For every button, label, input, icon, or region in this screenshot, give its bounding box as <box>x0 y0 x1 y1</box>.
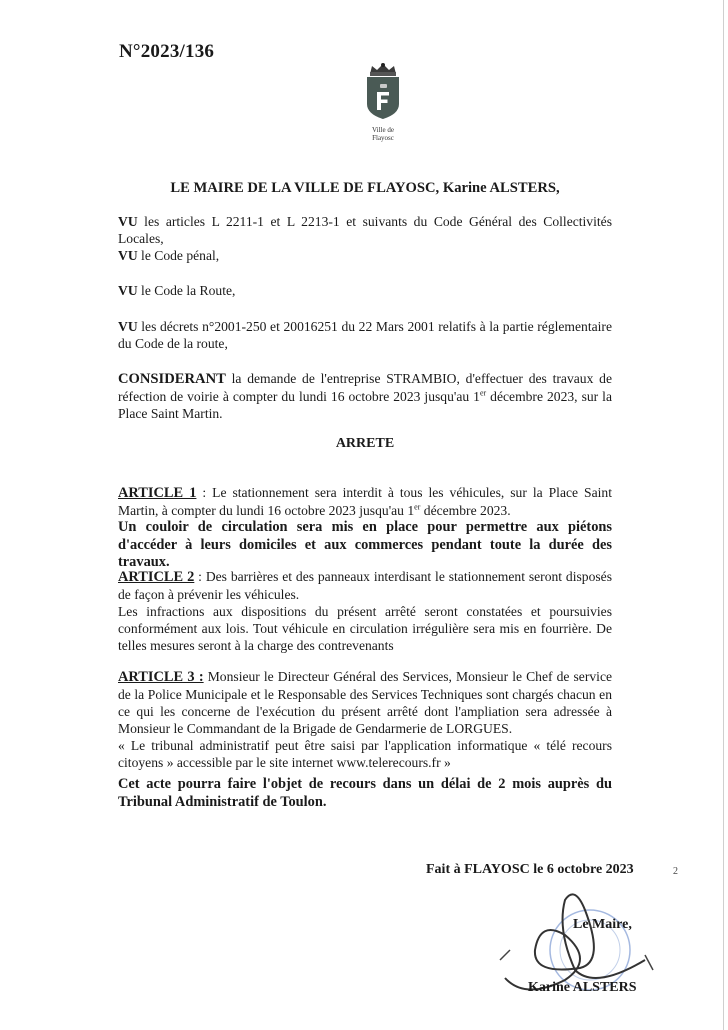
article-text: Monsieur le Directeur Général des Services, Monsieur le Chef de service de la Police Municipale et le Responsable des Services Techniques sont chargés chacun en ce qui les concerne de l'exécution du présent arrêté dont l'ampliation sera adressée à Monsieur le Commandant de la Brigade de Gendarmerie de LORGUES. <box>118 669 613 736</box>
city-logo <box>360 62 406 154</box>
flayosc-coat-of-arms-icon <box>366 76 400 120</box>
considerant <box>118 370 612 422</box>
visa-lead: VU <box>118 214 138 229</box>
logo-caption <box>360 126 406 142</box>
visa-text: le Code pénal, <box>137 248 220 263</box>
superscript: er <box>479 388 487 398</box>
article-text: Des barrières et des panneaux interdisant le stationnement seront disposés de façon à prévenir les véhicules. <box>118 569 612 602</box>
visa-text: les articles L 2211-1 et L 2213-1 et suivants du Code Général des Collectivités Locales, <box>118 214 612 246</box>
arrete-title: ARRETE <box>335 436 395 451</box>
superscript: er <box>414 502 421 512</box>
recours-notice: Cet acte pourra faire l'objet de recours dans un délai de 2 mois auprès du Tribunal Administratif de Toulon. <box>118 776 612 810</box>
article-1-bold-text: Un couloir de circulation sera mis en place pour permettre aux piétons d'accéder à leurs domiciles et aux commerces pendant toute la durée des travaux. <box>118 519 612 570</box>
handwritten-signature-icon <box>500 894 653 989</box>
article-3 <box>118 668 612 771</box>
logo-caption-line1: Ville de <box>372 126 394 134</box>
visa-1 <box>118 213 612 247</box>
mayor-heading: LE MAIRE DE LA VILLE DE FLAYOSC, Karine ALSTERS, <box>170 180 560 196</box>
considerant-text-end: décembre 2023, sur la Place Saint Martin. <box>118 389 612 421</box>
article-sep: : <box>194 569 206 584</box>
crown-icon <box>368 62 398 76</box>
considerant-lead: CONSIDERANT <box>118 371 226 387</box>
article-3-text-b: « Le tribunal administratif peut être saisi par l'application informatique « télé recours citoyens » accessible par le site internet www.telerecours.fr » <box>118 738 612 770</box>
visa-2 <box>118 247 612 264</box>
margin-mark: 2 <box>673 866 678 877</box>
article-sep: : <box>196 485 213 500</box>
signatory-name: Karine ALSTERS <box>528 980 637 995</box>
page-edge <box>723 0 724 1030</box>
article-2-text-b: Les infractions aux dispositions du présent arrêté seront constatées et poursuivies conformément aux lois. Tout véhicule en circulation irrégulière sera mis en fourrière. De telles mesures seront à la charge des contrevenants <box>118 604 612 653</box>
considerant-text: la demande de l'entreprise STRAMBIO, d'effectuer des travaux de réfection de voirie à compter du lundi 16 octobre 2023 jusqu'au 1 <box>118 371 612 404</box>
visa-lead: VU <box>118 283 138 298</box>
article-text: Le stationnement sera interdit à tous les véhicules, sur la Place Saint Martin, à compter du lundi 16 octobre 2023 jusqu'au 1 <box>118 485 612 518</box>
article-label: ARTICLE 2 <box>118 569 195 585</box>
article-2 <box>118 568 612 654</box>
signatory-role: Le Maire, <box>573 917 632 932</box>
visa-lead: VU <box>118 248 138 263</box>
document-number: N°2023/136 <box>119 41 215 62</box>
visa-text: le Code la Route, <box>137 283 236 298</box>
visa-3 <box>118 282 612 299</box>
visa-lead: VU <box>118 319 138 334</box>
visa-4 <box>118 318 612 352</box>
visa-text: les décrets n°2001-250 et 20016251 du 22 Mars 2001 relatifs à la partie réglementaire du Code de la route, <box>118 319 612 351</box>
article-label: ARTICLE 1 <box>118 485 197 501</box>
article-text-end: décembre 2023. <box>420 503 511 518</box>
logo-caption-line2: Flayosc <box>372 134 394 142</box>
article-label: ARTICLE 3 : <box>118 669 204 685</box>
place-date: Fait à FLAYOSC le 6 octobre 2023 <box>426 862 634 877</box>
article-1 <box>118 484 612 572</box>
